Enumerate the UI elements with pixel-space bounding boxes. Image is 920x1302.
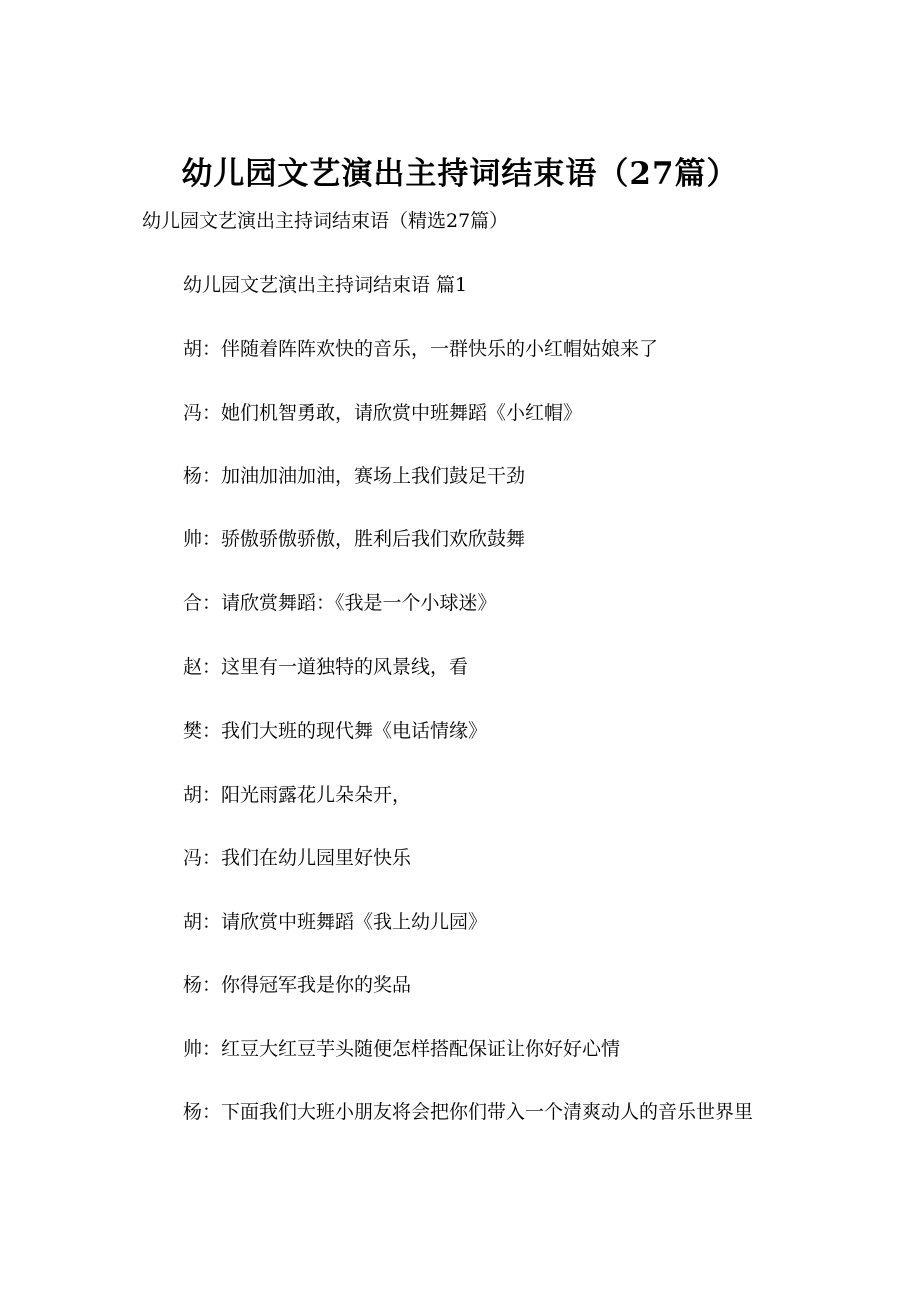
document-title: 幼儿园文艺演出主持词结束语（27篇） xyxy=(181,156,739,192)
paragraph: 合：请欣赏舞蹈：《我是一个小球迷》 xyxy=(183,592,497,614)
paragraph: 赵：这里有一道独特的风景线，看 xyxy=(183,656,469,678)
paragraph: 帅：骄傲骄傲骄傲，胜利后我们欢欣鼓舞 xyxy=(183,528,526,550)
paragraph: 胡：请欣赏中班舞蹈《我上幼儿园》 xyxy=(183,911,488,933)
document-subtitle: 幼儿园文艺演出主持词结束语（精选27篇） xyxy=(142,210,509,232)
paragraph: 帅：红豆大红豆芋头随便怎样搭配保证让你好好心情 xyxy=(183,1038,621,1060)
paragraph: 樊：我们大班的现代舞《电话情缘》 xyxy=(183,720,488,742)
paragraph: 杨：你得冠军我是你的奖品 xyxy=(183,974,412,996)
paragraph: 杨：下面我们大班小朋友将会把你们带入一个清爽动人的音乐世界里 xyxy=(183,1101,754,1123)
paragraph: 幼儿园文艺演出主持词结束语 篇1 xyxy=(183,274,468,296)
paragraph: 冯：她们机智勇敢，请欣赏中班舞蹈《小红帽》 xyxy=(183,402,583,424)
paragraph: 冯：我们在幼儿园里好快乐 xyxy=(183,847,412,869)
paragraph: 胡：阳光雨露花儿朵朵开， xyxy=(183,784,412,806)
paragraph: 杨：加油加油加油，赛场上我们鼓足干劲 xyxy=(183,465,526,487)
paragraph: 胡：伴随着阵阵欢快的音乐，一群快乐的小红帽姑娘来了 xyxy=(183,338,659,360)
